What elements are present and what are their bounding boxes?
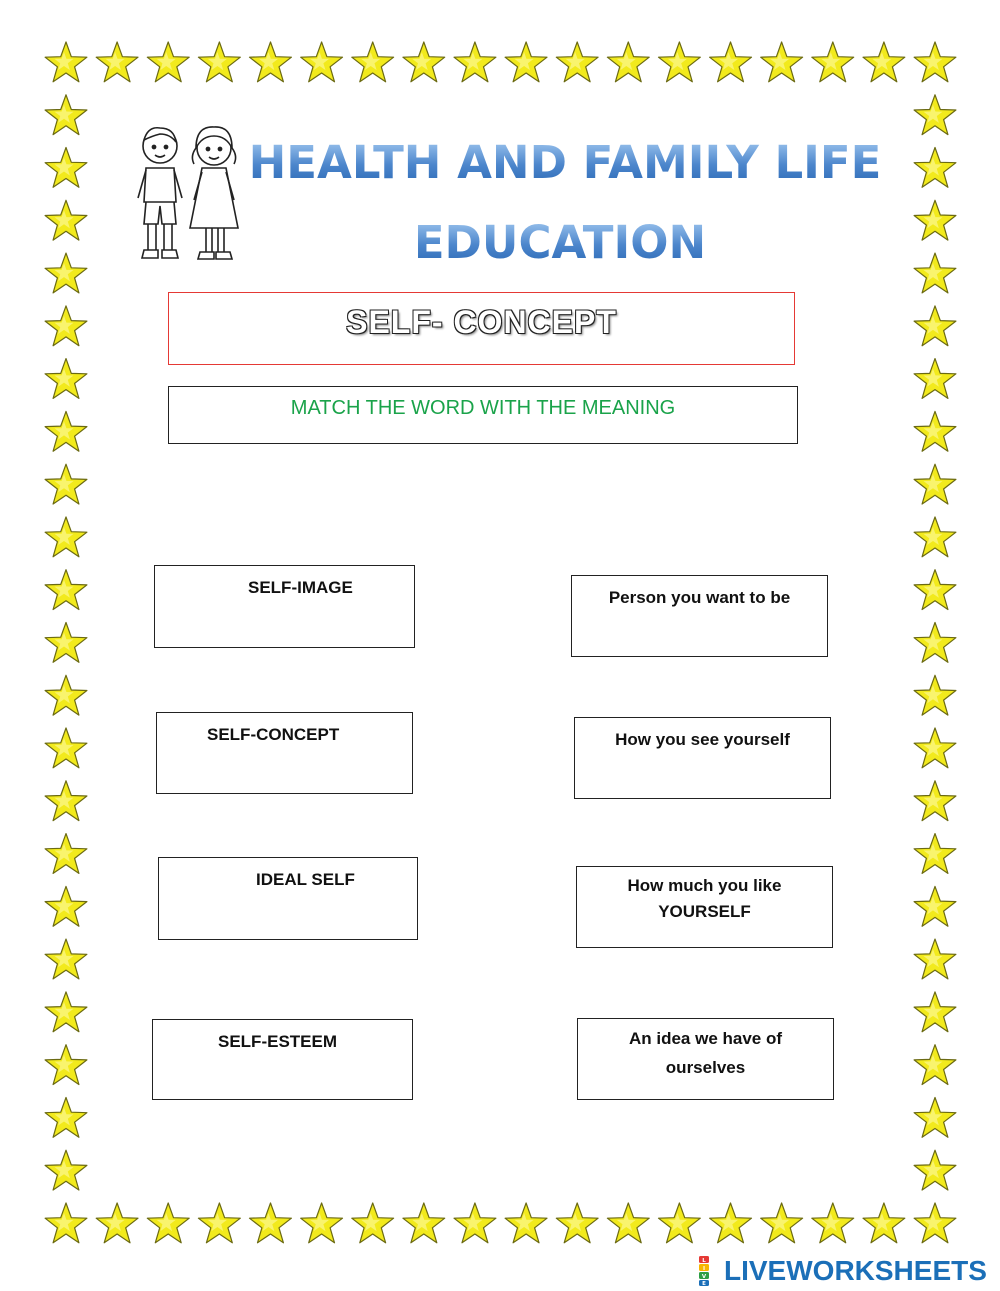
meaning-card[interactable]: [576, 866, 833, 948]
meaning-line: How you see yourself: [615, 730, 790, 749]
meaning-line: YOURSELF: [658, 902, 751, 921]
word-label: IDEAL SELF: [256, 870, 355, 889]
word-label: SELF-ESTEEM: [218, 1032, 338, 1051]
logo-mark-letter: I: [702, 1265, 706, 1272]
logo-text: LIVEWORKSHEETS: [724, 1255, 987, 1286]
topic-box: [168, 292, 795, 365]
meaning-line: ourselves: [665, 1058, 746, 1077]
liveworksheets-logo[interactable]: [697, 1254, 987, 1288]
word-card[interactable]: [158, 857, 418, 940]
meaning-card[interactable]: [574, 717, 831, 799]
meaning-line: How much you like: [627, 876, 782, 895]
instruction-box: [168, 386, 798, 444]
meaning-card[interactable]: [577, 1018, 834, 1100]
title-line-2: EDUCATION: [330, 220, 790, 265]
word-card[interactable]: [154, 565, 415, 648]
meaning-line: Person you want to be: [608, 588, 791, 607]
word-card[interactable]: [156, 712, 413, 794]
word-label: SELF-CONCEPT: [207, 725, 340, 744]
logo-mark-letter: L: [702, 1257, 706, 1264]
logo-mark-letter: V: [701, 1273, 707, 1280]
logo-mark-letter: E: [702, 1281, 706, 1286]
instruction-text: MATCH THE WORD WITH THE MEANING: [290, 397, 676, 419]
word-card[interactable]: [152, 1019, 413, 1100]
title-line-1: HEALTH AND FAMILY LIFE: [200, 140, 930, 185]
meaning-card[interactable]: [571, 575, 828, 657]
meaning-line: An idea we have of: [628, 1029, 783, 1048]
topic-title: SELF- CONCEPT: [346, 304, 617, 340]
logo-mark-icon: [697, 1256, 721, 1286]
word-label: SELF-IMAGE: [248, 578, 353, 597]
